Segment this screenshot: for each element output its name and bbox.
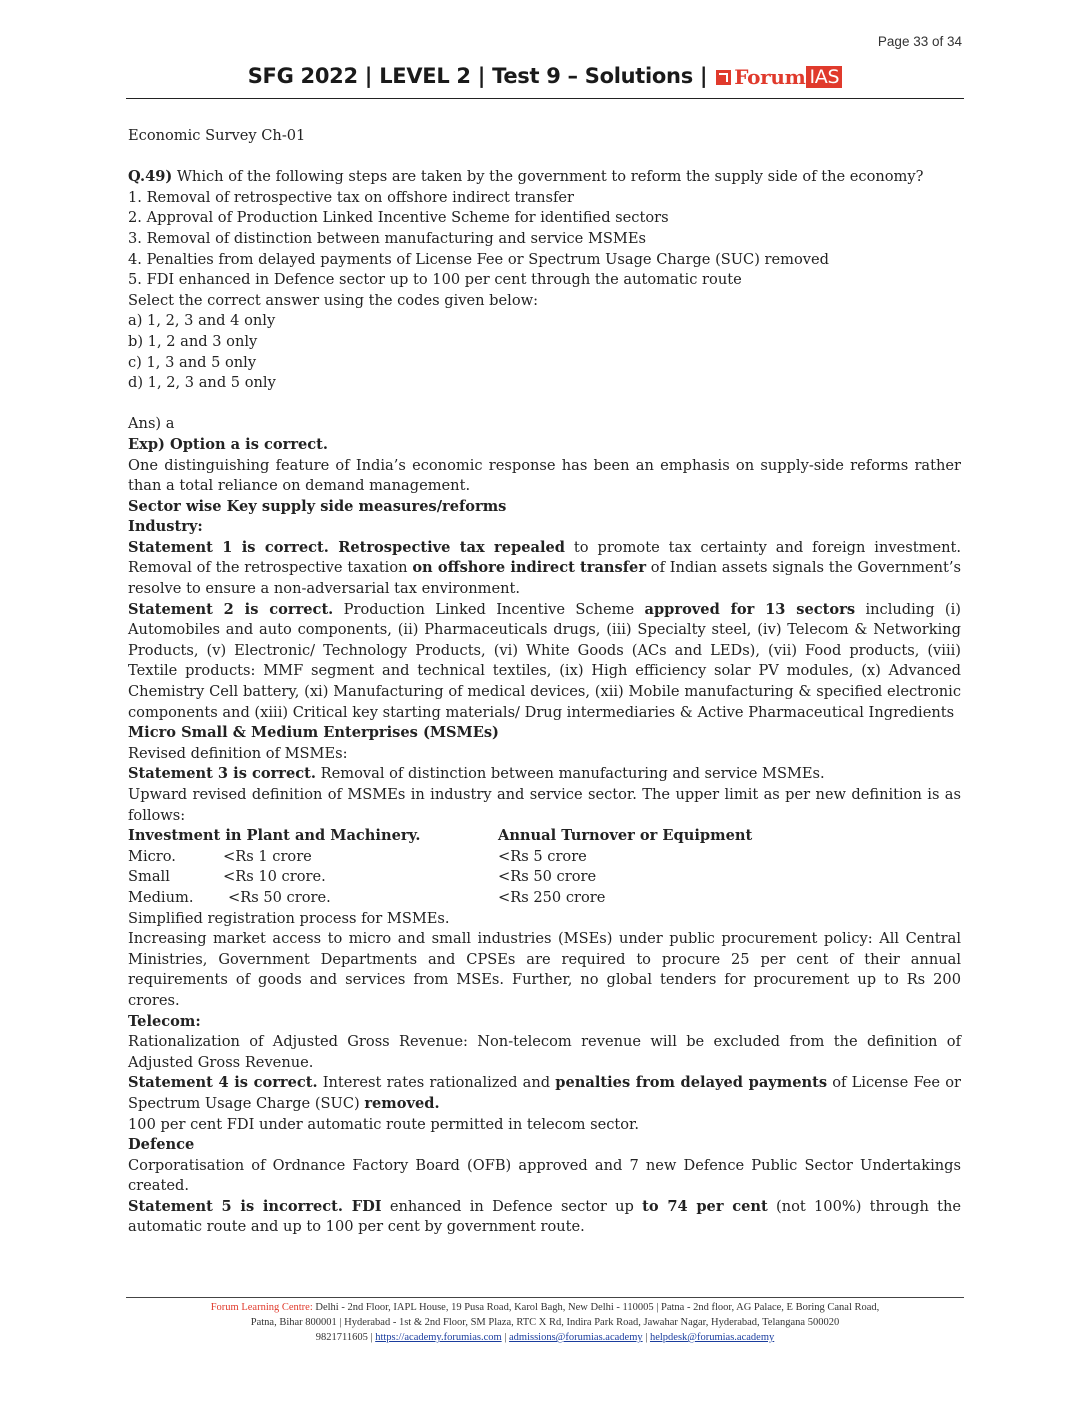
statement-1: 1. Removal of retrospective tax on offshore indirect transfer bbox=[128, 188, 574, 206]
page-header bbox=[126, 64, 964, 89]
table-row: Micro. <Rs 1 crore <Rs 5 crore bbox=[128, 847, 587, 865]
sector-heading: Sector wise Key supply side measures/reforms bbox=[128, 497, 507, 515]
option-c: c) 1, 3 and 5 only bbox=[128, 353, 257, 371]
page-number: Page 33 of 34 bbox=[877, 34, 962, 49]
page-content bbox=[128, 126, 961, 1238]
statement-5-explanation: Statement 5 is incorrect. FDI enhanced in Defence sector up to 74 per cent (not 100%) through the automatic route and up to 100 per cent by government route. bbox=[128, 1197, 962, 1236]
footer-address-line-1: Forum Learning Centre: Delhi - 2nd Floor, IAPL House, 19 Pusa Road, Karol Bagh, New Delhi - 110005 | Patna - 2nd floor, AG Palace, E Boring Canal Road, bbox=[210, 1302, 880, 1313]
msme-heading: Micro Small & Medium Enterprises (MSMEs) bbox=[128, 724, 499, 742]
arrow-logo-icon bbox=[716, 70, 731, 85]
agr-rationalization: Rationalization of Adjusted Gross Revenue: Non-telecom revenue will be excluded from the definition of Adjusted Gross Revenue. bbox=[128, 1033, 961, 1071]
footer-contacts: 9821711605 | https://academy.forumias.com | admissions@forumias.academy | helpdesk@forumias.academy bbox=[315, 1332, 775, 1343]
explanation-heading: Exp) Option a is correct. bbox=[128, 435, 329, 453]
question-instruction: Select the correct answer using the codes given below: bbox=[128, 291, 539, 309]
footer-address-line-2: Patna, Bihar 800001 | Hyderabad - 1st & 2nd Floor, SM Plaza, RTC X Rd, Indira Park Road, Jawahar Nagar, Hyderabad, Telangana 500020 bbox=[250, 1317, 840, 1328]
statement-4-explanation: Statement 4 is correct. Interest rates rationalized and penalties from delayed payments of License Fee or Spectrum Usage Charge (SUC) removed. bbox=[128, 1074, 961, 1112]
helpdesk-email-link[interactable]: helpdesk@forumias.academy bbox=[649, 1332, 775, 1343]
table-header-investment: Investment in Plant and Machinery. bbox=[128, 827, 421, 845]
defence-heading: Defence bbox=[128, 1136, 195, 1154]
statement-3: 3. Removal of distinction between manufacturing and service MSMEs bbox=[128, 229, 646, 247]
statement-2-explanation: Statement 2 is correct. Production Linked Incentive Scheme approved for 13 sectors including (i) Automobiles and auto components, (ii) Pharmaceuticals drugs, (iii) Specialty steel, (iv) Telecom & Networking Products, (v) Electronic/ Technology Products, (vi) White Goods (ACs and LEDs), (vii) Food products, (viii) Textile products: MMF segment and technical textiles, (ix) High efficiency solar PV modules, (x) Advanced Chemistry Cell battery, (xi) Manufacturing of medical devices, (xii) Mobile manufacturing & specified electronic components and (xiii) Critical key starting materials/ Drug intermediaries & Active Pharmaceutical Ingredients bbox=[128, 600, 961, 721]
academy-link[interactable]: https://academy.forumias.com bbox=[375, 1332, 502, 1343]
answer-line: Ans) a bbox=[128, 415, 175, 433]
option-b: b) 1, 2 and 3 only bbox=[128, 332, 258, 350]
option-a: a) 1, 2, 3 and 4 only bbox=[128, 312, 276, 330]
footer-brand: Forum Learning Centre: bbox=[210, 1302, 313, 1313]
msme-revised: Revised definition of MSMEs: bbox=[128, 744, 348, 762]
question-number: Q.49) bbox=[128, 168, 173, 186]
industry-heading: Industry: bbox=[128, 518, 203, 536]
statement-1-explanation: Statement 1 is correct. Retrospective tax repealed to promote tax certainty and foreign investment. Removal of the retrospective taxation on offshore indirect transfer of Indian assets signals the Government’s resolve to ensure a non-adversarial tax environment. bbox=[128, 538, 961, 598]
ofb-corporatisation: Corporatisation of Ordnance Factory Board (OFB) approved and 7 new Defence Public Sector Undertakings created. bbox=[128, 1156, 961, 1195]
header-divider bbox=[126, 98, 964, 99]
source-reference: Economic Survey Ch-01 bbox=[128, 127, 306, 144]
fdi-telecom: 100 per cent FDI under automatic route permitted in telecom sector. bbox=[128, 1115, 640, 1133]
explanation-intro: One distinguishing feature of India’s economic response has been an emphasis on supply-side reforms rather than a total reliance on demand management. bbox=[128, 456, 961, 495]
simplified-registration: Simplified registration process for MSMEs. bbox=[128, 909, 450, 927]
statement-3-explanation: Statement 3 is correct. Removal of distinction between manufacturing and service MSMEs. bbox=[128, 765, 825, 783]
statement-2: 2. Approval of Production Linked Incentive Scheme for identified sectors bbox=[128, 209, 669, 227]
logo-forum-text: Forum bbox=[734, 65, 806, 89]
msme-table-header bbox=[128, 826, 961, 847]
page-footer bbox=[126, 1300, 964, 1345]
msme-table bbox=[128, 826, 961, 908]
header-title: SFG 2022 | LEVEL 2 | Test 9 – Solutions | bbox=[247, 64, 708, 88]
option-d: d) 1, 2, 3 and 5 only bbox=[128, 374, 276, 392]
table-header-turnover: Annual Turnover or Equipment bbox=[498, 827, 753, 845]
telecom-heading: Telecom: bbox=[128, 1012, 201, 1030]
table-row: Small <Rs 10 crore. <Rs 50 crore bbox=[128, 868, 597, 886]
statement-4: 4. Penalties from delayed payments of License Fee or Spectrum Usage Charge (SUC) removed bbox=[128, 250, 830, 268]
question-text: Q.49) Which of the following steps are taken by the government to reform the supply side of the economy? bbox=[128, 168, 924, 186]
statement-5: 5. FDI enhanced in Defence sector up to 100 per cent through the automatic route bbox=[128, 271, 742, 289]
table-row: Medium. <Rs 50 crore. <Rs 250 crore bbox=[128, 888, 606, 906]
logo-ias-text: IAS bbox=[806, 66, 842, 88]
market-access: Increasing market access to micro and small industries (MSEs) under public procurement policy: All Central Ministries, Government Departments and CPSEs are required to procure 25 per cent of their annual requirements of goods and services from MSEs. Further, no global tenders for procurement up to Rs 200 crores. bbox=[128, 930, 961, 1009]
forumias-logo bbox=[716, 65, 842, 89]
msme-upward-definition: Upward revised definition of MSMEs in industry and service sector. The upper limit as per new definition is as follows: bbox=[128, 786, 961, 824]
admissions-email-link[interactable]: admissions@forumias.academy bbox=[509, 1332, 643, 1343]
footer-divider bbox=[126, 1297, 964, 1298]
